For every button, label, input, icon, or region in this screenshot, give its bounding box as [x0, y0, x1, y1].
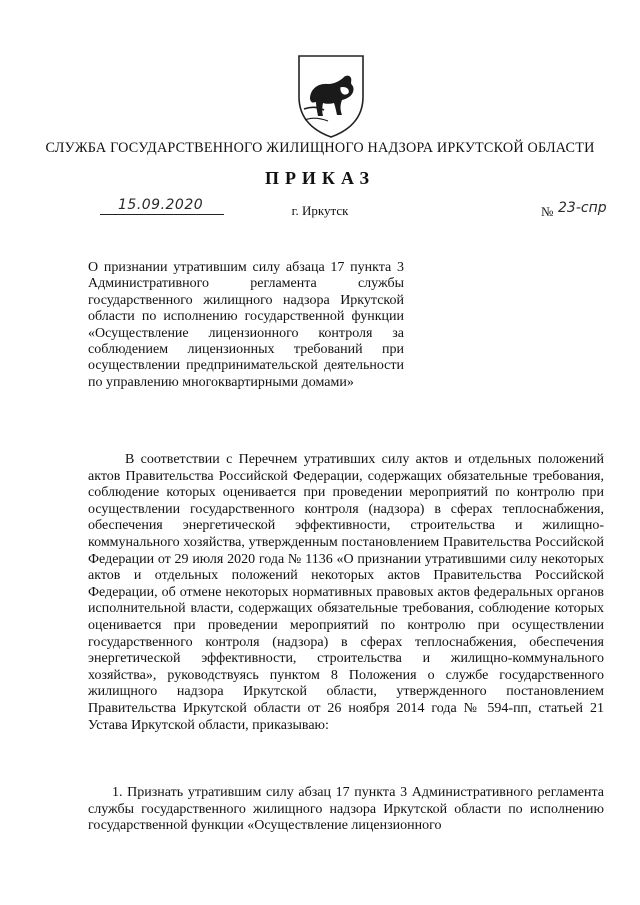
coat-of-arms-icon [296, 53, 366, 139]
number-label: № [541, 204, 554, 219]
document-type-heading: ПРИКАЗ [264, 168, 376, 188]
order-number: 23-спр [558, 200, 607, 216]
subject-heading: О признании утратившим силу абзаца 17 пункта 3 Административного регламента службы государственного жилищного надзора Иркутской области по исполнению государственной функции «Осуществление лицензионного контроля за соблюдением лицензионных требований при осуществлении предпринимательской деятельности по управлению многоквартирными домами» [88, 260, 404, 390]
organization-title: СЛУЖБА ГОСУДАРСТВЕННОГО ЖИЛИЩНОГО НАДЗОРА ИРКУТСКОЙ ОБЛАСТИ [45, 140, 595, 156]
order-date: 15.09.2020 [118, 197, 204, 213]
order-item-1: 1. Признать утратившим силу абзац 17 пункта 3 Административного регламента службы государственного жилищного надзора Иркутской области по исполнению государственной функции «Осуществление лицензионного [88, 785, 604, 834]
city: г. Иркутск [291, 203, 349, 218]
preamble-paragraph: В соответствии с Перечнем утративших силу актов и отдельных положений актов Правительства Российской Федерации, содержащих обязательные требования, соблюдение которых оценивается при проведении мероприятий по контролю при осуществлении государственного контроля (надзора) в сферах теплоснабжения, обеспечения энергетической эффективности, строительства и жилищно-коммунального хозяйства, утвержденным постановлением Правительства Российской Федерации от 29 июля 2020 года № 1136 «О признании утратившими силу некоторых актов и отдельных положений некоторых актов Правительства Российской Федерации, об отмене некоторых нормативных правовых актов федеральных органов исполнительной власти, содержащих обязательные требования, соблюдение которых оценивается при проведении мероприятий по контролю при осуществлении государственного контроля (надзора) в сферах теплоснабжения, обеспечения энергетической эффективности, строительства и жилищно-коммунального хозяйства», руководствуясь пунктом 8 Положения о службе государственного жилищного надзора Иркутской области, утвержденного постановлением Правительства Иркутской области от 26 ноября 2014 года № 594-пп, статьей 21 Устава Иркутской области, приказываю: [88, 452, 604, 733]
